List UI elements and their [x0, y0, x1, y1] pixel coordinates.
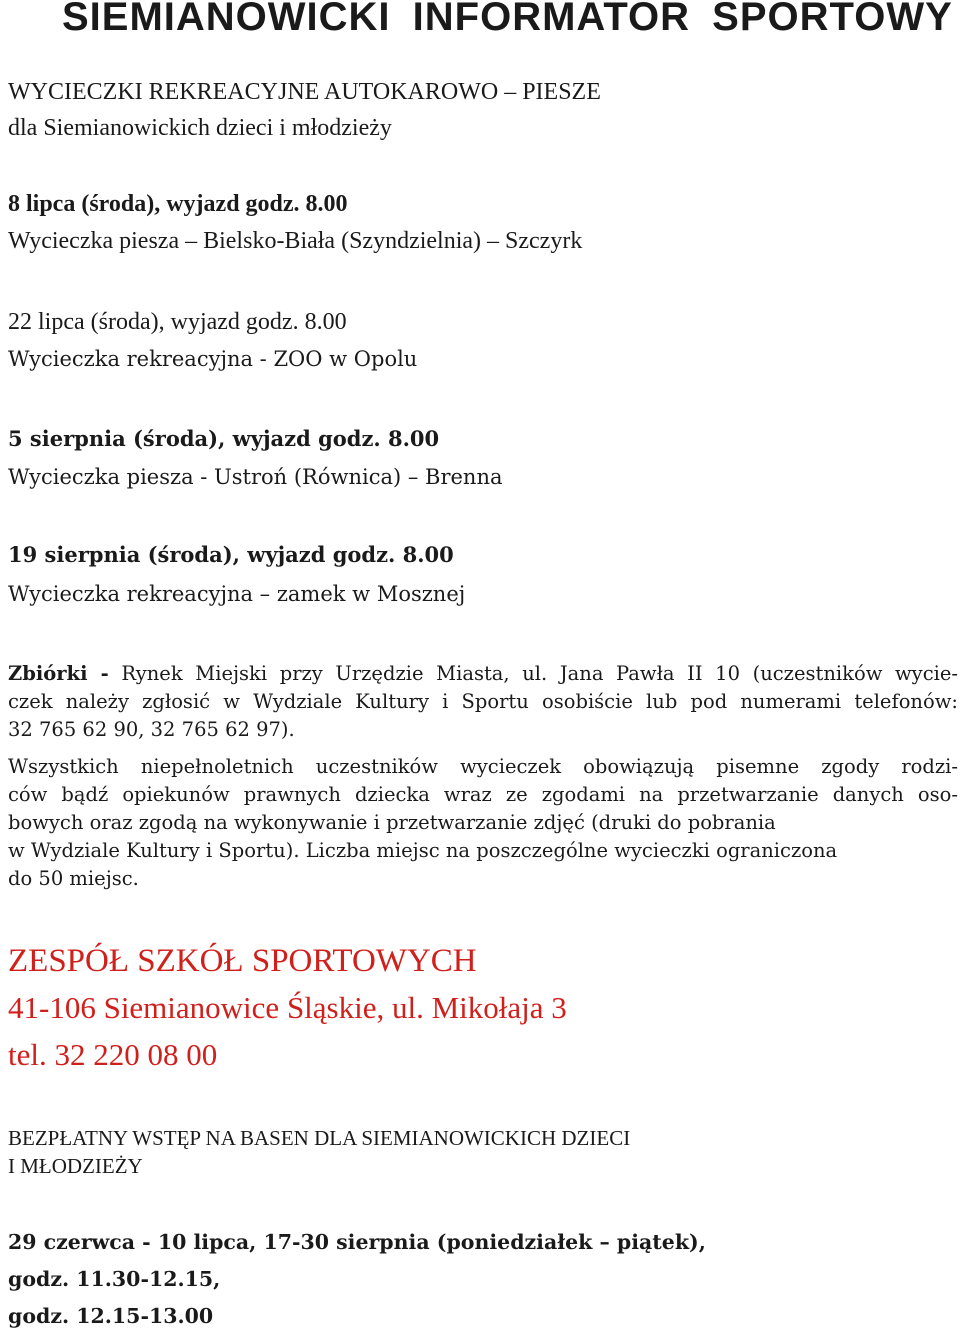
- meeting-paragraph: [8, 660, 958, 744]
- trip-desc-2: Wycieczka rekreacyjna - ZOO w Opolu: [8, 347, 418, 371]
- school-phone: tel. 32 220 08 00: [8, 1037, 218, 1072]
- consent-line-5: do 50 miejsc.: [8, 867, 139, 890]
- trip-date-3: 5 sierpnia (środa), wyjazd godz. 8.00: [8, 426, 440, 451]
- consent-line-4: w Wydziale Kultury i Sportu). Liczba miejsc na poszczególne wycieczki ograniczona: [8, 839, 838, 862]
- pool-heading-line-2: I MŁODZIEŻY: [8, 1154, 143, 1178]
- school-address: 41-106 Siemianowice Śląskie, ul. Mikołaja 3: [8, 990, 567, 1025]
- pool-hours-2: godz. 12.15-13.00: [8, 1304, 214, 1328]
- school-name: ZESPÓŁ SZKÓŁ SPORTOWYCH: [8, 943, 477, 979]
- consent-line-2: ców bądź opiekunów prawnych dziecka wraz ze zgodami na przetwarzanie danych oso-: [8, 783, 958, 806]
- trip-date-2: 22 lipca (środa), wyjazd godz. 8.00: [8, 309, 347, 335]
- meeting-line-1: [8, 660, 958, 688]
- trip-desc-3: Wycieczka piesza - Ustroń (Równica) – Brenna: [8, 465, 503, 489]
- meeting-line-2: czek należy zgłosić w Wydziale Kultury i Sportu osobiście lub pod numerami telefonów:: [8, 690, 958, 713]
- meeting-line-3: 32 765 62 90, 32 765 62 97).: [8, 718, 295, 741]
- consent-line-1: Wszystkich niepełnoletnich uczestników wycieczek obowiązują pisemne zgody rodzi-: [8, 755, 958, 778]
- consent-line-3: bowych oraz zgodą na wykonywanie i przetwarzanie zdjęć (druki do pobrania: [8, 811, 776, 834]
- pool-hours-1: godz. 11.30-12.15,: [8, 1267, 221, 1291]
- meeting-text-1: Rynek Miejski przy Urzędzie Miasta, ul. Jana Pawła II 10 (uczestników wycie-: [121, 662, 958, 685]
- pool-heading-line-1: BEZPŁATNY WSTĘP NA BASEN DLA SIEMIANOWICKICH DZIECI: [8, 1126, 631, 1150]
- meeting-label: Zbiórki -: [8, 662, 109, 685]
- consent-paragraph: [8, 753, 958, 893]
- trips-heading: WYCIECZKI REKREACYJNE AUTOKAROWO – PIESZE: [8, 79, 601, 105]
- trips-subheading: dla Siemianowickich dzieci i młodzieży: [8, 115, 392, 141]
- page-title: SIEMIANOWICKI INFORMATOR SPORTOWY: [62, 0, 953, 39]
- trip-date-1: 8 lipca (środa), wyjazd godz. 8.00: [8, 191, 348, 217]
- trip-date-4: 19 sierpnia (środa), wyjazd godz. 8.00: [8, 542, 454, 567]
- pool-dates: 29 czerwca - 10 lipca, 17-30 sierpnia (poniedziałek – piątek),: [8, 1230, 706, 1254]
- trip-desc-4: Wycieczka rekreacyjna – zamek w Mosznej: [8, 582, 466, 606]
- trip-desc-1: Wycieczka piesza – Bielsko-Biała (Szyndzielnia) – Szczyrk: [8, 228, 583, 254]
